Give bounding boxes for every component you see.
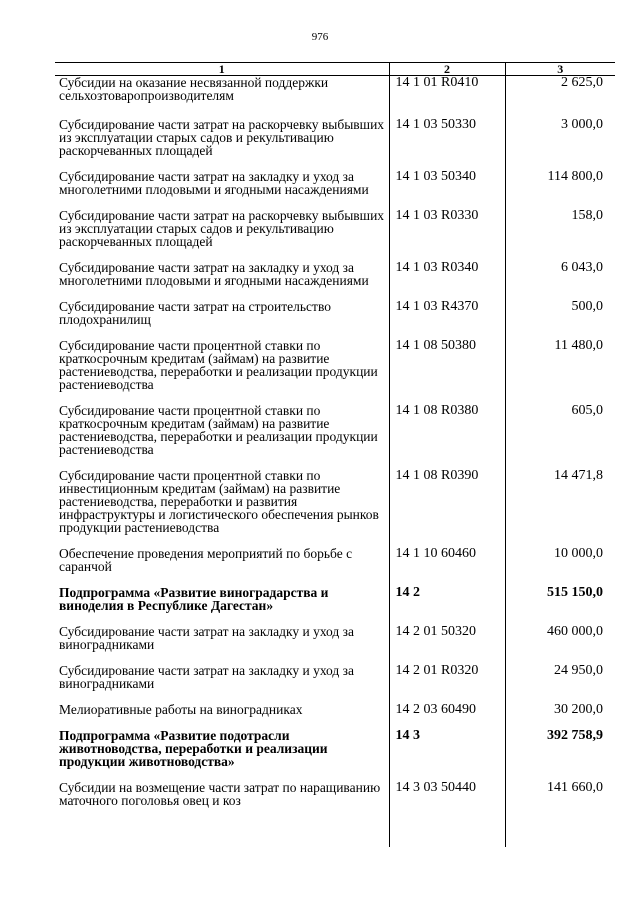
row-amount: 3 000,0: [505, 115, 615, 170]
row-name: Субсидирование части затрат на закладку и уход за виноградниками: [59, 663, 354, 691]
row-name: Подпрограмма «Развитие подотрасли животноводства, переработки и реализации продукции животноводства»: [59, 728, 328, 769]
row-code: 14 1 08 R0390: [389, 469, 505, 547]
row-code: 14 2 01 R0320: [389, 664, 505, 703]
table-body: [55, 76, 615, 848]
row-amount: 605,0: [505, 404, 615, 469]
row-name: Субсидирование части затрат на закладку и уход за многолетними плодовыми и ягодными насаждениями: [59, 260, 369, 288]
table-row: [55, 625, 615, 664]
row-amount: 6 043,0: [505, 261, 615, 300]
table-row: [55, 729, 615, 781]
table-row: [55, 586, 615, 625]
row-code: 14 2 03 60490: [389, 703, 505, 729]
row-name: Субсидирование части затрат на раскорчевку выбывших из эксплуатации старых садов и рекультивацию раскорчеванных площадей: [59, 208, 385, 249]
table-row: [55, 261, 615, 300]
column-header-2: 2: [389, 63, 505, 76]
table-row: [55, 170, 615, 209]
row-code: 14 1 03 R0340: [389, 261, 505, 300]
row-code: 14 1 08 R0380: [389, 404, 505, 469]
row-amount: 515 150,0: [505, 586, 615, 625]
row-code: 14 1 03 R0330: [389, 209, 505, 261]
row-name: Мелиоративные работы на виноградниках: [59, 702, 303, 717]
row-code: 14 1 03 50340: [389, 170, 505, 209]
row-amount: 114 800,0: [505, 170, 615, 209]
column-header-3: 3: [505, 63, 615, 76]
row-name: Подпрограмма «Развитие виноградарства и виноделия в Республике Дагестан»: [59, 585, 329, 613]
row-code: 14 2 01 50320: [389, 625, 505, 664]
row-name: Субсидирование части затрат на закладку и уход за виноградниками: [59, 624, 354, 652]
table-row: [55, 547, 615, 586]
table-row: [55, 339, 615, 404]
row-amount: 460 000,0: [505, 625, 615, 664]
row-code: 14 1 08 50380: [389, 339, 505, 404]
row-code: 14 1 03 R4370: [389, 300, 505, 339]
row-amount: 10 000,0: [505, 547, 615, 586]
row-amount: 392 758,9: [505, 729, 615, 781]
table-row: [55, 781, 615, 847]
row-name: Субсидирование части затрат на закладку и уход за многолетними плодовыми и ягодными насаждениями: [59, 169, 369, 197]
row-amount: 158,0: [505, 209, 615, 261]
column-header-1: 1: [55, 63, 389, 76]
row-amount: 14 471,8: [505, 469, 615, 547]
row-code: 14 2: [389, 586, 505, 625]
budget-table: [55, 62, 615, 847]
row-amount: 141 660,0: [505, 781, 615, 847]
row-code: 14 3 03 50440: [389, 781, 505, 847]
table-row: [55, 115, 615, 170]
row-name: Субсидирование части затрат на раскорчевку выбывших из эксплуатации старых садов и рекультивацию раскорчеванных площадей: [59, 117, 385, 158]
row-code: 14 1 03 50330: [389, 115, 505, 170]
row-code: 14 1 01 R0410: [389, 76, 505, 116]
table-row: [55, 209, 615, 261]
row-name: Субсидирование части затрат на строительство плодохранилищ: [59, 299, 331, 327]
table-row: [55, 76, 615, 116]
row-amount: 11 480,0: [505, 339, 615, 404]
table-row: [55, 300, 615, 339]
row-code: 14 1 10 60460: [389, 547, 505, 586]
row-amount: 30 200,0: [505, 703, 615, 729]
row-name: Субсидирование части процентной ставки по краткосрочным кредитам (займам) на развитие растениеводства, переработки и реализации продукции растениеводства: [59, 403, 378, 457]
row-amount: 24 950,0: [505, 664, 615, 703]
row-name: Субсидирование части процентной ставки по краткосрочным кредитам (займам) на развитие растениеводства, переработки и реализации продукции растениеводства: [59, 338, 378, 392]
page-number: 976: [311, 31, 329, 43]
row-name: Субсидии на возмещение части затрат по наращиванию маточного поголовья овец и коз: [59, 780, 381, 808]
row-amount: 500,0: [505, 300, 615, 339]
row-name: Субсидии на оказание несвязанной поддержки сельхозтоваропроизводителям: [59, 75, 329, 103]
row-name: Субсидирование части процентной ставки по инвестиционным кредитам (займам) на развитие растениеводства, переработки и развития инфраструктуры и логистического обеспечения рынков продукции растениеводства: [59, 468, 379, 535]
row-name: Обеспечение проведения мероприятий по борьбе с саранчой: [59, 546, 353, 574]
table-row: [55, 404, 615, 469]
table-row: [55, 469, 615, 547]
table-row: [55, 703, 615, 729]
table-header-row: [55, 63, 615, 76]
row-amount: 2 625,0: [505, 76, 615, 116]
row-code: 14 3: [389, 729, 505, 781]
table-row: [55, 664, 615, 703]
